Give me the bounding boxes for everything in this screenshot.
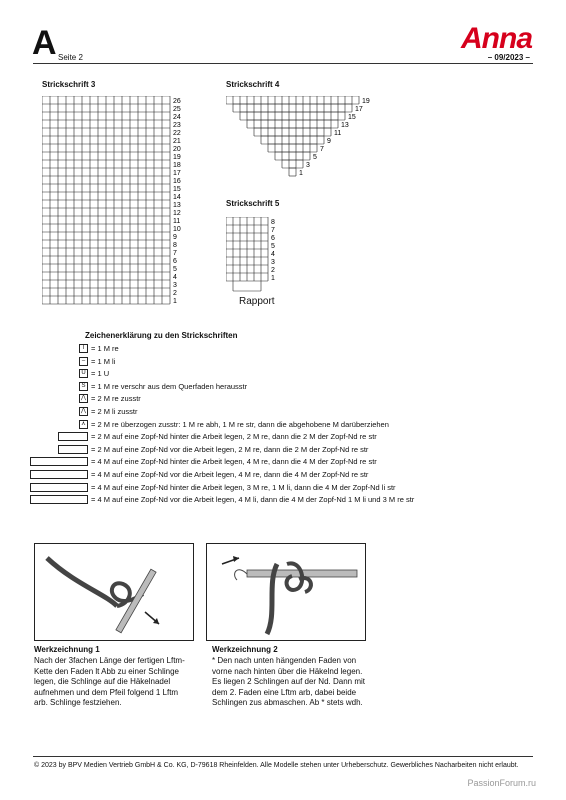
chart3-row-label: 19 (173, 154, 181, 161)
chart4-grid (226, 96, 406, 182)
figure1-frame (34, 543, 194, 641)
chart5-row-label: 5 (271, 243, 275, 250)
legend-text: = 2 M re überzogen zusstr: 1 M re abh, 1 M re str, dann die abgehobene M darüberziehen (91, 419, 389, 429)
legend-symbol-icon (30, 457, 88, 466)
chart3-row-label: 4 (173, 274, 177, 281)
legend-symbol-icon: ⋀ (30, 394, 88, 403)
chart5-row-label: 1 (271, 275, 275, 282)
chart5-row-label: 8 (271, 219, 275, 226)
chart4-row-label: 19 (362, 98, 370, 105)
chart5-row-label: 3 (271, 259, 275, 266)
legend-symbol-icon: ⋀ (30, 407, 88, 416)
chart3-row-label: 13 (173, 202, 181, 209)
chart3-title: Strickschrift 3 (42, 80, 96, 89)
chart3-row-label: 18 (173, 162, 181, 169)
legend-symbol-icon (30, 445, 88, 454)
legend-symbol-icon: – (30, 357, 88, 366)
legend-item (30, 380, 247, 393)
chart3-row-label: 9 (173, 234, 177, 241)
chart4-row-label: 11 (334, 130, 342, 137)
watermark: PassionForum.ru (467, 778, 536, 788)
chart3-row-label: 24 (173, 114, 181, 121)
legend-text: = 2 M auf eine Zopf-Nd vor die Arbeit legen, 2 M re, dann die 2 M der Zopf-Nd re str (91, 444, 369, 454)
chart3-row-label: 15 (173, 186, 181, 193)
legend-text: = 1 M re verschr aus dem Querfaden herausstr (91, 381, 248, 391)
chart3-row-label: 1 (173, 298, 177, 305)
figure1-text: Nach der 3fachen Länge der fertigen Lftm-Kette den Faden lt Abb zu einer Schlinge legen, die Schlinge auf die Häkelnadel aufnehmen und dem Pfeil folgend 1 Lftm arb. Schlinge festziehen. (34, 656, 185, 707)
legend-symbol-icon: U (30, 369, 88, 378)
chart4-row-label: 7 (320, 146, 324, 153)
legend-symbol-icon (30, 470, 88, 479)
chart5-row-label: 6 (271, 235, 275, 242)
legend-symbol-icon: ⋏ (30, 420, 88, 429)
chart4-row-label: 5 (313, 154, 317, 161)
legend-title: Zeichenerklärung zu den Strickschriften (85, 331, 238, 340)
chart4-row-label: 1 (299, 170, 303, 177)
chart3-row-label: 3 (173, 282, 177, 289)
legend-symbol-icon (30, 495, 88, 504)
legend-item (30, 342, 119, 355)
legend-item (30, 430, 377, 443)
chart3-row-label: 17 (173, 170, 181, 177)
chart4-title: Strickschrift 4 (226, 80, 280, 89)
legend-item (30, 468, 368, 481)
issue-label: – 09/2023 – (487, 53, 530, 62)
chart3-grid (42, 96, 187, 306)
chart5-row-label: 4 (271, 251, 275, 258)
chart3-row-label: 5 (173, 266, 177, 273)
legend-symbol-icon (30, 483, 88, 492)
brand-logo: Anna (461, 22, 532, 55)
legend-item (30, 418, 389, 431)
chart3-row-label: 6 (173, 258, 177, 265)
chart4-row-label: 17 (355, 106, 363, 113)
legend-item (30, 355, 115, 368)
legend-text: = 2 M re zusstr (91, 394, 141, 404)
chart5-row-label: 2 (271, 267, 275, 274)
chart3-row-label: 25 (173, 106, 181, 113)
chart3-row-label: 26 (173, 98, 181, 105)
legend-item (30, 367, 109, 380)
legend-symbol-icon (30, 432, 88, 441)
chart3-row-label: 21 (173, 138, 181, 145)
figure2-text: * Den nach unten hängenden Faden von vorne nach hinten über die Häkelnd legen. Es liegen 2 Schlingen auf der Nd. Dann mit dem 2. Faden eine Lftm arb, dabei beide Schlingen zus abmaschen. Ab * stets wdh. (212, 656, 365, 707)
legend-text: = 2 M auf eine Zopf-Nd hinter die Arbeit legen, 2 M re, dann die 2 M der Zopf-Nd re str (91, 432, 377, 442)
rapport-label: Rapport (239, 296, 275, 307)
legend-item (30, 455, 377, 468)
chart3-row-label: 7 (173, 250, 177, 257)
legend-text: = 4 M auf eine Zopf-Nd hinter die Arbeit legen, 4 M re, dann die 4 M der Zopf-Nd re str (91, 457, 377, 467)
legend-item (30, 443, 368, 456)
legend-text: = 4 M auf eine Zopf-Nd hinter die Arbeit legen, 3 M re, 1 M li, dann die 4 M der Zopf-Nd li str (91, 482, 396, 492)
footer-rule (33, 756, 533, 757)
legend-item (30, 493, 414, 506)
copyright-footer: © 2023 by BPV Medien Vertrieb GmbH & Co. KG, D-79618 Rheinfelden. Alle Modelle stehen unter Urheberschutz. Gewerbliches Nacharbeiten nicht erlaubt. (34, 762, 519, 769)
page-label: Seite 2 (58, 53, 83, 62)
chart3-row-label: 14 (173, 194, 181, 201)
chart3-row-label: 12 (173, 210, 181, 217)
legend-item (30, 405, 137, 418)
legend-text: = 1 M re (91, 344, 119, 353)
figure2-title: Werkzeichnung 2 (212, 645, 278, 654)
figure2-frame (206, 543, 366, 641)
chart3-row-label: 23 (173, 122, 181, 129)
section-letter: A (32, 24, 57, 62)
chart3-row-label: 16 (173, 178, 181, 185)
chart3-row-label: 20 (173, 146, 181, 153)
chart4-row-label: 15 (348, 114, 356, 121)
chart4-row-label: 3 (306, 162, 310, 169)
chart3-row-label: 8 (173, 242, 177, 249)
legend-item (30, 481, 396, 494)
legend-symbol-icon: S (30, 382, 88, 391)
legend-text: = 1 M li (91, 356, 116, 366)
legend-text: = 1 U (91, 369, 110, 379)
figure1-title: Werkzeichnung 1 (34, 645, 100, 654)
figure1-illustration (35, 544, 193, 640)
legend-item (30, 392, 141, 405)
chart3-row-label: 11 (173, 218, 181, 225)
chart4-row-label: 9 (327, 138, 331, 145)
legend-text: = 4 M auf eine Zopf-Nd vor die Arbeit legen, 4 M li, dann die 4 M der Zopf-Nd 1 M li und 3 M re str (91, 495, 415, 505)
chart5-row-label: 7 (271, 227, 275, 234)
legend-text: = 4 M auf eine Zopf-Nd vor die Arbeit legen, 4 M re, dann die 4 M der Zopf-Nd re str (91, 470, 369, 479)
chart3-row-label: 2 (173, 290, 177, 297)
header-rule (33, 63, 533, 64)
chart5-title: Strickschrift 5 (226, 199, 280, 208)
legend-symbol-icon: I (30, 344, 88, 353)
legend-text: = 2 M li zusstr (91, 407, 138, 416)
figure2-illustration (207, 544, 365, 640)
chart3-row-label: 10 (173, 226, 181, 233)
chart3-row-label: 22 (173, 130, 181, 137)
chart4-row-label: 13 (341, 122, 349, 129)
